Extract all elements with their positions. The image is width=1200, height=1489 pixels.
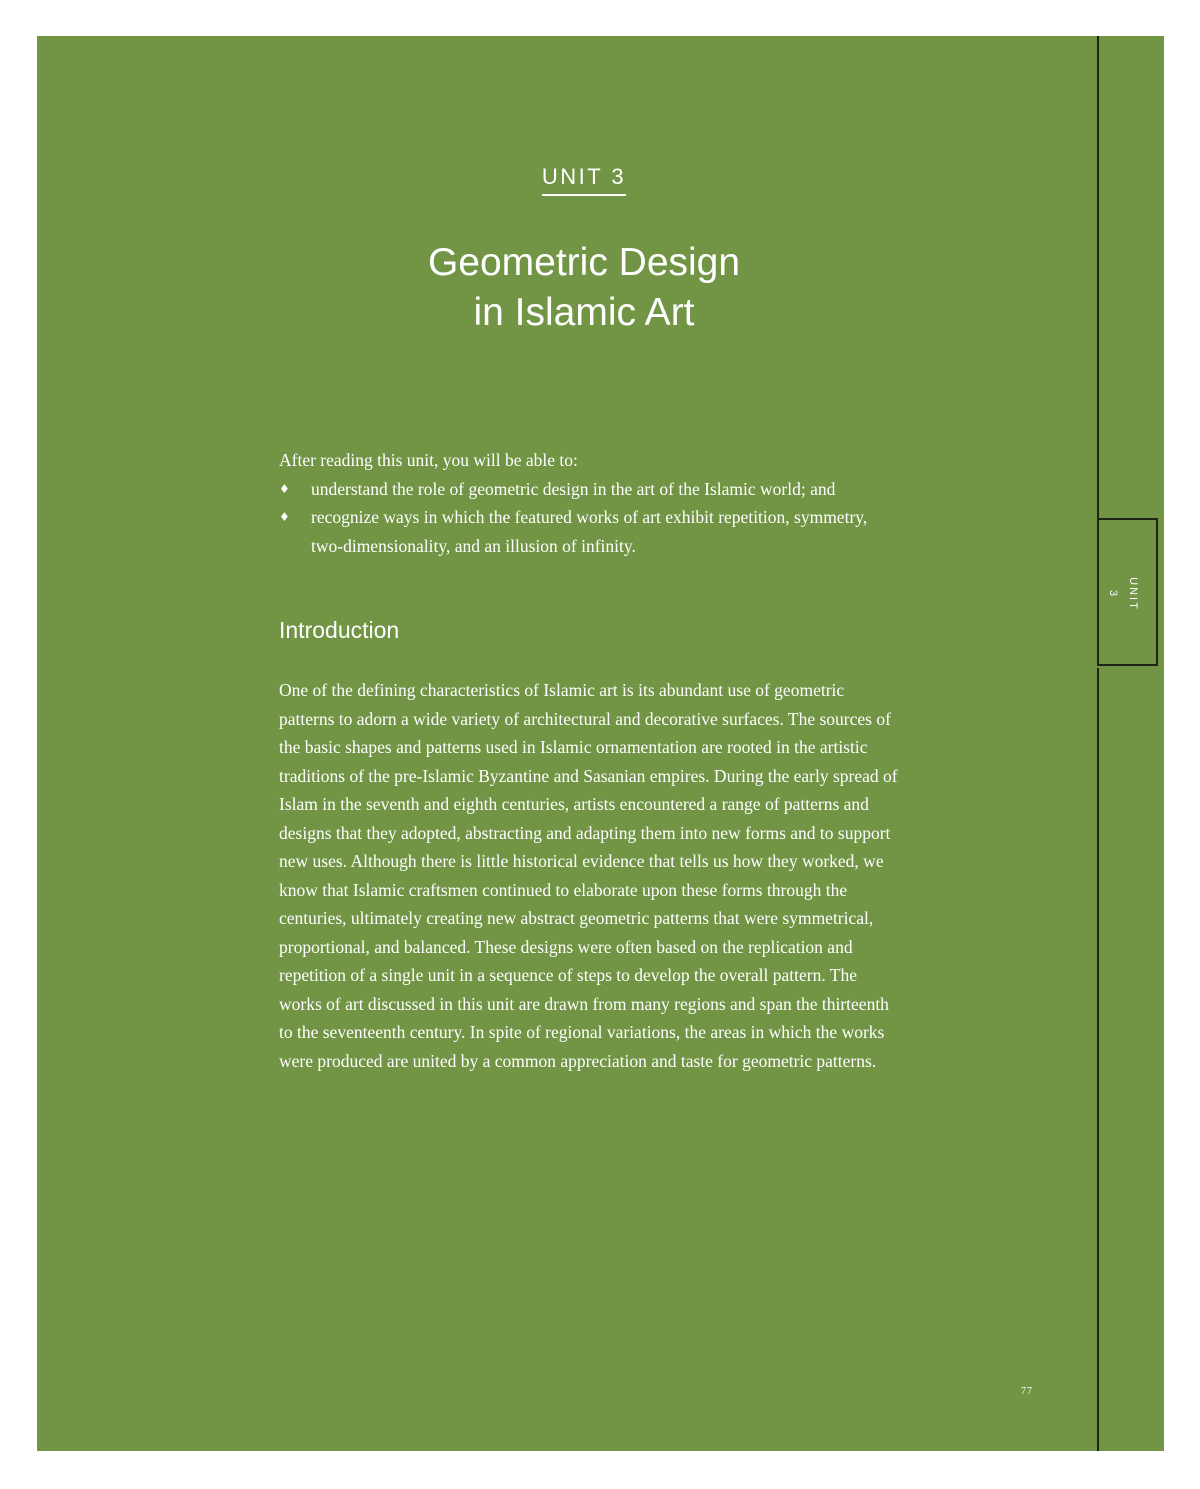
section-heading: Introduction — [279, 617, 400, 643]
objectives-list — [279, 475, 899, 561]
page-title — [37, 238, 1131, 338]
unit-heading — [37, 164, 1131, 196]
objective-text: understand the role of geometric design in the art of the Islamic world; and — [311, 478, 836, 499]
page-number: 77 — [1021, 1386, 1033, 1397]
unit-label: UNIT 3 — [542, 164, 626, 196]
objectives-intro: After reading this unit, you will be able to: — [279, 450, 578, 470]
side-tab-rule-bottom — [1097, 668, 1099, 1451]
intro-paragraph: One of the defining characteristics of Islamic art is its abundant use of geometric patterns to adorn a wide variety of architectural and decorative surfaces. The sources of the basic shapes and patterns used in Islamic ornamentation are rooted in the artistic traditions of the pre-Islamic Byzantine and Sasanian empires. During the early spread of Islam in the seventh and eighth centuries, artists encountered a range of patterns and designs that they adopted, abstracting and adapting them into new forms and to support new uses. Although there is little historical evidence that tells us how they worked, we know that Islamic craftsmen continued to elaborate upon these forms through the centuries, ultimately creating new abstract geometric patterns that were symmetrical, proportional, and balanced. These designs were often based on the replication and repetition of a single unit in a sequence of steps to develop the overall pattern. The works of art discussed in this unit are drawn from many regions and span the thirteenth to the seventeenth century. In spite of regional variations, the areas in which the works were produced are united by a common appreciation and taste for geometric patterns. — [279, 680, 898, 1071]
objective-item — [279, 503, 899, 560]
content — [279, 446, 899, 1075]
objective-item — [279, 475, 899, 504]
diamond-bullet-icon: ♦ — [279, 481, 290, 496]
title-line: in Islamic Art — [473, 291, 695, 334]
diamond-bullet-icon: ♦ — [279, 510, 290, 524]
objective-text: recognize ways in which the featured works of art exhibit repetition, symmetry, two-dimensionality, and an illusion of infinity. — [311, 507, 868, 556]
side-tab-label: UNIT 3 — [1107, 577, 1139, 611]
page — [37, 36, 1164, 1451]
title-line: Geometric Design — [427, 241, 741, 284]
